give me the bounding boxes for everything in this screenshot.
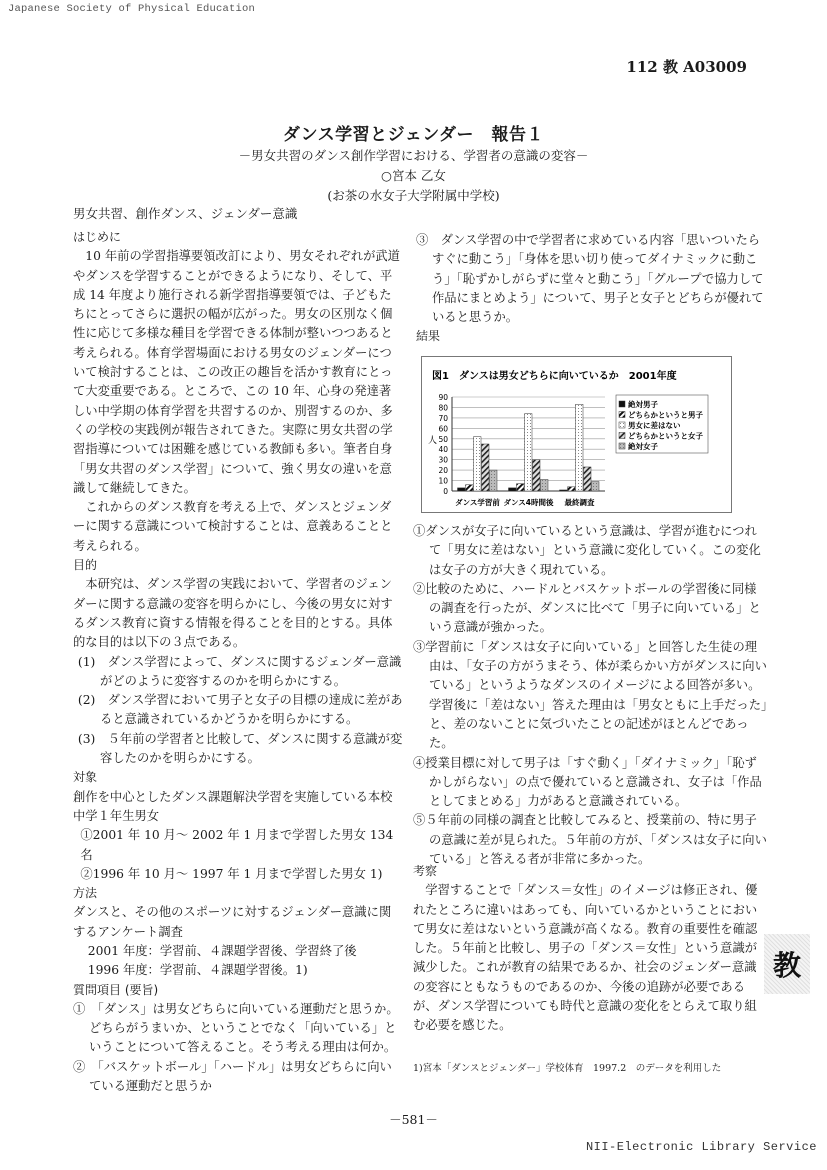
method-item: 2001 年度：学習前、４課題学習後、学習終了後	[87, 943, 357, 958]
paper-title: ダンス学習とジェンダー 報告１	[282, 125, 545, 145]
intro-paragraph-1: 10 年前の学習指導要領改訂により、男女それぞれが武道やダンスを学習することができるようになり、そして、平成 14 年度より施行される新学習指導要領では、子どもたちにとってさらに選択の幅が広がった。男女の区別なく個性に応じて多様な種目を学習できる体制が整いつつあると考えられる。体育学習場面における男女のジェンダーについて検討することは、この改正の趣旨を活かす教育にとって大変重要である。ところで、この 10 年、心身の発達著しい中学期の体育学習を共習するのか、別習するのか、多くの学校の実践例が報告されてきた。実際に男女共習の学習指導については困難を感じている教師も多い。筆者自身「男女共習のダンス学習」について、強く男女の違いを意識して継続してきた。	[73, 249, 400, 495]
legend-entry: どちらかというと女子	[628, 431, 703, 441]
subject-paragraph: 創作を中心としたダンス課題解決学習を実施している本校中学１年生男女	[73, 789, 393, 823]
footer-service: NII-Electronic Library Service	[585, 1140, 817, 1154]
section-heading-questions: 質問項目 (要旨)	[73, 982, 159, 997]
purpose-item: (3) ５年前の学習者と比較して、ダンスに関する意識が変容したのかを明らかにする。	[77, 731, 403, 766]
figure-1-chart	[421, 356, 732, 513]
bar	[525, 414, 533, 491]
section-heading-method: 方法	[73, 886, 98, 901]
y-tick-label: 80	[438, 403, 448, 413]
question-item: ② 「バスケットボール」「ハードル」は男女どちらに向いている運動だと思うか	[73, 1059, 392, 1094]
purpose-item: (1) ダンス学習によって、ダンスに関するジェンダー意識がどのように変容するのかを明らかにする。	[77, 654, 402, 688]
y-tick-label: 30	[438, 455, 448, 465]
x-tick-label: ダンス学習前	[455, 498, 500, 507]
legend-entry: 絶対女子	[628, 442, 658, 451]
y-tick-label: 60	[438, 424, 448, 434]
legend-swatch	[619, 412, 625, 418]
purpose-item: (2) ダンス学習において男子と女子の目標の達成に差があると意識されているかどうかを明らかにする。	[77, 693, 403, 727]
author: ○宮本 乙女	[381, 168, 446, 183]
bar	[541, 480, 549, 491]
discussion-paragraph: 学習することで「ダンス＝女性」のイメージは修正され、優れたところに違いはあっても、向いているかということにおいて男女に差はないという意識が高くなる。教育の重要性を確認した。５年前と比較し、男子の「ダンス＝女性」という意識が減少した。これが教育の結果であるか、社会のジェンダー意識の変容にともなうものであるのか、今後の追跡が必要であるが、ダンス学習についても時代と意識の変化をとらえて取り組む必要を感じた。	[413, 883, 758, 1033]
bar	[458, 488, 466, 491]
y-tick-label: 40	[438, 445, 448, 455]
result-item: ④授業目標に対して男子は「すぐ動く」「ダイナミック」「恥ずかしがらない」の点で優れていると意識され、女子は「作品としてまとめる」力があると意識されている。	[413, 755, 762, 809]
bar	[533, 460, 541, 491]
bar	[584, 467, 592, 491]
keywords: 男女共習、創作ダンス、ジェンダー意識	[73, 206, 298, 221]
legend-entry: どちらかというと男子	[628, 410, 703, 420]
purpose-paragraph: 本研究は、ダンス学習の実践において、学習者のジェンダーに関する意識の変容を明らかにし、今後の男女に対するダンス教育に資する情報を得ることを目的とする。具体的な目的は以下の３点である。	[73, 577, 393, 650]
affiliation: (お茶の水女子大学附属中学校)	[327, 188, 500, 203]
y-tick-label: 10	[438, 476, 448, 486]
legend-swatch	[619, 443, 625, 449]
legend-entry: 絶対男子	[628, 400, 658, 409]
method-paragraph: ダンスと、その他のスポーツに対するジェンダー意識に関するアンケート調査	[73, 905, 392, 939]
result-item: ①ダンスが女子に向いているという意識は、学習が進むにつれて「男女に差はない」という意識に変化していく。この変化は女子の方が大きく現れている。	[413, 524, 761, 577]
method-item: 1996 年度：学習前、４課題学習後。1)	[87, 963, 308, 978]
bar	[592, 482, 600, 491]
footnote: 1)宮本「ダンスとジェンダー」学校体育 1997.2 のデータを利用した	[413, 1063, 722, 1074]
chart-canvas	[422, 357, 731, 512]
section-heading-intro: はじめに	[73, 230, 122, 244]
legend-swatch	[619, 401, 625, 407]
bar	[466, 485, 474, 491]
subject-item: ①2001 年 10 月～ 2002 年 1 月まで学習した男女 134 名	[80, 828, 394, 862]
bar	[474, 437, 482, 491]
intro-paragraph-2: これからのダンス教育を考える上で、ダンスとジェンダーに関する意識について検討することは、意義あることと考えられる。	[73, 500, 393, 553]
y-tick-label: 20	[438, 466, 448, 476]
bar	[560, 490, 568, 491]
bar	[490, 470, 498, 491]
section-heading-purpose: 目的	[73, 558, 98, 573]
bar	[517, 484, 525, 491]
y-axis-label: 人	[428, 436, 438, 446]
x-tick-label: ダンス4時間後	[503, 498, 554, 507]
subject-item: ②1996 年 10 月～ 1997 年 1 月まで学習した男女 1)	[80, 866, 383, 881]
y-tick-label: 50	[438, 434, 448, 444]
result-item: ③学習前に「ダンスは女子に向いている」と回答した生徒の理由は、「女子の方がうまそう、体が柔らかい方がダンスに向いている」というようなダンスのイメージによる回答が多い。学習後に「差はない」答えた理由は「男女ともに上手だった」と、差のないことに気づいたことの記述がほとんどであった。	[413, 639, 768, 751]
x-tick-label: 最終調査	[564, 498, 595, 507]
section-heading-discussion: 考察	[413, 864, 438, 878]
discussion-section	[413, 862, 768, 1036]
question-item-3: ③ ダンス学習の中で学習者に求めている内容「思いついたらすぐに動こう」「身体を思い切り使ってダイナミックに動こう」「恥ずかしがらずに堂々と動こう」「グループで協力して作品にまとめよう」について、男子と女子とどちらが優れていると思うか。	[416, 233, 764, 325]
question-item: ① 「ダンス」は男女どちらに向いている運動だと思うか。どちらがうまいか、ということでなく「向いている」ということについて答えること。そう考える理由は何か。	[73, 1001, 399, 1055]
section-index-tab	[764, 934, 810, 994]
left-column	[73, 228, 403, 1096]
right-column-top	[416, 231, 766, 347]
result-item: ⑤５年前の同様の調査と比較してみると、授業前の、特に男子の意識に差が見られた。５年前の方が、「ダンスは女子に向いている」と答える者が非常に多かった。	[413, 813, 767, 867]
society-header: Japanese Society of Physical Education	[8, 3, 256, 15]
y-tick-label: 90	[438, 393, 448, 402]
results-list	[413, 522, 768, 869]
result-item: ②比較のために、ハードルとバスケットボールの学習後に同様の調査を行ったが、ダンスに比べて「男子に向いている」という意識が強かった。	[413, 581, 761, 635]
section-heading-subject: 対象	[73, 770, 98, 785]
paper-subtitle: －男女共習のダンス創作学習における、学習者の意識の変容－	[238, 148, 589, 163]
bar	[509, 488, 517, 491]
y-tick-label: 70	[438, 413, 448, 423]
legend-entry: 男女に差はない	[628, 421, 681, 430]
bar	[568, 487, 576, 491]
chart-title: 図1 ダンスは男女どちらに向いているか 2001年度	[432, 371, 677, 382]
y-tick-label: 0	[443, 487, 448, 496]
abstract-code: 112 教 A03009	[626, 58, 747, 76]
page-number: －581－	[389, 1112, 438, 1127]
bar	[576, 404, 584, 491]
section-heading-results: 結果	[416, 329, 441, 344]
legend-swatch	[619, 422, 625, 428]
title-block	[0, 120, 827, 204]
legend-swatch	[619, 433, 625, 439]
section-index-label: 教	[772, 949, 801, 982]
bar	[482, 444, 490, 491]
